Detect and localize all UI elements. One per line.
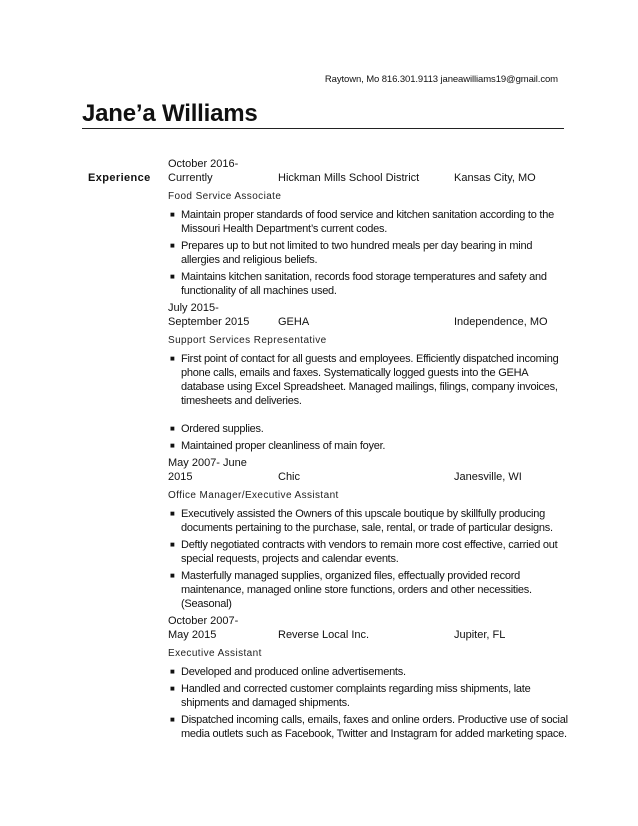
job-dates xyxy=(168,614,278,642)
job-title: Support Services Representative xyxy=(168,335,327,346)
job-organization: GEHA xyxy=(278,316,310,328)
job-header xyxy=(168,301,568,331)
bullet-square-icon: ■ xyxy=(170,715,175,724)
job-date-end: May 2015 xyxy=(168,629,217,641)
job-dates xyxy=(168,456,278,484)
duty-item xyxy=(168,270,568,298)
bullet-square-icon: ■ xyxy=(170,354,175,363)
duty-item xyxy=(168,208,568,236)
duty-text: Maintain proper standards of food service and kitchen sanitation according to the Missouri Health Department’s current codes. xyxy=(181,209,554,235)
job-duties xyxy=(168,208,568,298)
duty-item xyxy=(168,538,568,566)
job-location: Kansas City, MO xyxy=(454,172,536,184)
job-title: Executive Assistant xyxy=(168,648,262,659)
job-entry xyxy=(168,301,568,453)
job-location: Jupiter, FL xyxy=(454,629,506,641)
duty-text: Developed and produced online advertisements. xyxy=(181,666,406,678)
job-entry xyxy=(168,157,568,298)
duty-item xyxy=(168,507,568,535)
job-date-start: October 2016- xyxy=(168,158,239,170)
bullet-square-icon: ■ xyxy=(170,667,175,676)
job-entry xyxy=(168,614,568,741)
job-date-start: October 2007- xyxy=(168,615,239,627)
job-dates xyxy=(168,157,278,185)
job-date-end: Currently xyxy=(168,172,213,184)
duty-text: Maintained proper cleanliness of main foyer. xyxy=(181,440,386,452)
bullet-square-icon: ■ xyxy=(170,540,175,549)
bullet-square-icon: ■ xyxy=(170,441,175,450)
duty-item xyxy=(168,422,568,436)
duty-item xyxy=(168,439,568,453)
job-header xyxy=(168,157,568,187)
job-duties xyxy=(168,507,568,611)
job-organization: Reverse Local Inc. xyxy=(278,629,370,641)
duty-item xyxy=(168,569,568,611)
duty-text: Executively assisted the Owners of this upscale boutique by skillfully producing documents pertaining to the purchase, sale, rental, or trade of particular designs. xyxy=(181,508,553,534)
bullet-square-icon: ■ xyxy=(170,210,175,219)
duty-text: Handled and corrected customer complaints regarding miss shipments, late shipments and damaged shipments. xyxy=(181,683,531,709)
duty-item xyxy=(168,352,568,408)
bullet-square-icon: ■ xyxy=(170,272,175,281)
section-label-experience: Experience xyxy=(88,172,151,184)
duty-text: Prepares up to but not limited to two hundred meals per day bearing in mind allergies and religious beliefs. xyxy=(181,240,533,266)
job-header xyxy=(168,614,568,644)
duty-item xyxy=(168,713,568,741)
job-header xyxy=(168,456,568,486)
job-title: Office Manager/Executive Assistant xyxy=(168,490,339,501)
duty-item xyxy=(168,239,568,267)
duty-text: Dispatched incoming calls, emails, faxes and online orders. Productive use of social media outlets such as Facebook, Twitter and Instagram for added marketing space. xyxy=(181,714,568,740)
bullet-square-icon: ■ xyxy=(170,571,175,580)
duty-text: Deftly negotiated contracts with vendors to remain more cost effective, carried out special requests, projects and calendar events. xyxy=(181,539,558,565)
bullet-square-icon: ■ xyxy=(170,684,175,693)
duty-item xyxy=(168,682,568,710)
bullet-square-icon: ■ xyxy=(170,509,175,518)
duty-item xyxy=(168,665,568,679)
candidate-name: Jane’a Williams xyxy=(82,100,258,127)
job-title: Food Service Associate xyxy=(168,191,282,202)
job-date-start: May 2007- June xyxy=(168,457,247,469)
job-organization: Chic xyxy=(278,471,301,483)
contact-info: Raytown, Mo 816.301.9113 janeawilliams19@gmail.com xyxy=(324,74,558,85)
job-date-end: 2015 xyxy=(168,471,193,483)
job-location: Janesville, WI xyxy=(454,471,522,483)
duty-text: Masterfully managed supplies, organized files, effectually provided record maintenance, managed online store functions, orders and other necessities. (Seasonal) xyxy=(181,570,532,610)
header-divider xyxy=(82,128,564,129)
duty-text: First point of contact for all guests and employees. Efficiently dispatched incoming phone calls, emails and faxes. Systematically logged guests into the GEHA database using Excel Spreadsheet. Managed mailings, filings, company invoices, timesheets and deliveries. xyxy=(181,353,559,407)
job-location: Independence, MO xyxy=(454,316,548,328)
job-date-end: September 2015 xyxy=(168,316,250,328)
job-dates xyxy=(168,301,278,329)
job-duties xyxy=(168,352,568,453)
job-duties xyxy=(168,665,568,741)
job-date-start: July 2015- xyxy=(168,302,219,314)
duty-text: Maintains kitchen sanitation, records food storage temperatures and safety and functionality of all machines used. xyxy=(181,271,547,297)
experience-list xyxy=(168,157,568,744)
bullet-square-icon: ■ xyxy=(170,241,175,250)
job-entry xyxy=(168,456,568,611)
job-organization: Hickman Mills School District xyxy=(278,172,420,184)
duty-text: Ordered supplies. xyxy=(181,423,264,435)
bullet-square-icon: ■ xyxy=(170,424,175,433)
